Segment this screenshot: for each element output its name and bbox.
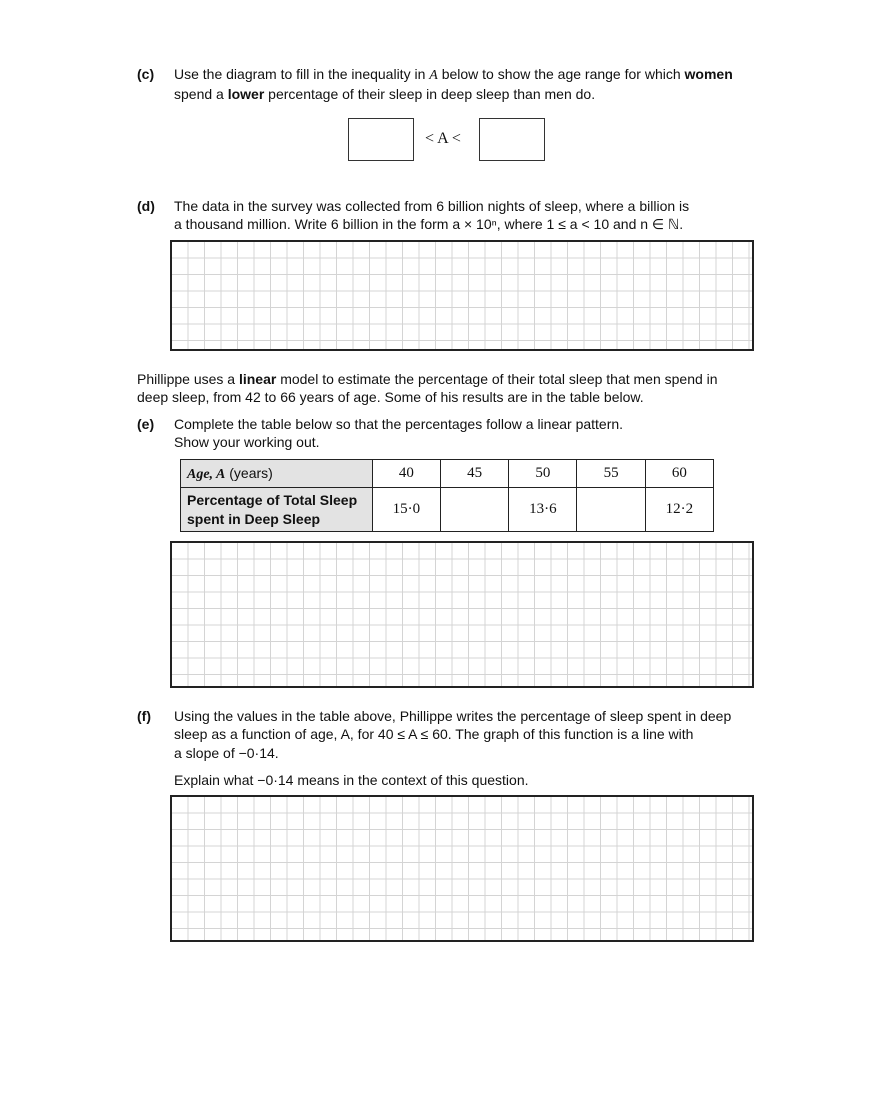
part-f-answer-grid[interactable] — [170, 795, 754, 942]
part-c-label: (c) — [137, 66, 155, 82]
part-f-question-line3: a slope of −0·14. — [174, 745, 279, 761]
part-f-label: (f) — [137, 708, 151, 724]
percentage-cell: 13·6 — [509, 488, 577, 532]
percentage-cell: 15·0 — [372, 488, 440, 532]
part-e-label: (e) — [137, 416, 155, 432]
part-d-question-line2: a thousand million. Write 6 billion in the form a × 10ⁿ, where 1 ≤ a < 10 and n ∈ ℕ. — [174, 216, 684, 232]
percentage-answer-cell[interactable] — [577, 488, 645, 532]
age-row-header: Age, A (years) — [181, 460, 373, 488]
percentage-cell: 12·2 — [645, 488, 713, 532]
part-c-question-line2: spend a lower percentage of their sleep in deep sleep than men do. — [174, 86, 596, 102]
age-percentage-table — [180, 459, 714, 532]
lower-bound-answer-box[interactable] — [348, 118, 414, 161]
upper-bound-answer-box[interactable] — [479, 118, 545, 161]
age-cell: 40 — [372, 460, 440, 488]
percentage-answer-cell[interactable] — [440, 488, 508, 532]
age-cell: 55 — [577, 460, 645, 488]
part-f-question-line1: Using the values in the table above, Phillippe writes the percentage of sleep spent in deep — [174, 708, 732, 724]
part-e-question-line2: Show your working out. — [174, 434, 320, 450]
part-e-working-grid[interactable] — [170, 541, 754, 688]
percentage-row-header: Percentage of Total Sleep spent in Deep Sleep — [181, 488, 373, 532]
age-row — [181, 460, 714, 488]
part-c-question-line1: Use the diagram to fill in the inequality in A below to show the age range for which women — [174, 66, 733, 83]
part-d-answer-grid[interactable] — [170, 240, 754, 351]
percentage-row — [181, 488, 714, 532]
inequality-symbol: < A < — [425, 130, 461, 147]
age-cell: 50 — [509, 460, 577, 488]
intro-line2: deep sleep, from 42 to 66 years of age. Some of his results are in the table below. — [137, 389, 644, 405]
part-d-question-line1: The data in the survey was collected from 6 billion nights of sleep, where a billion is — [174, 198, 690, 214]
age-cell: 45 — [440, 460, 508, 488]
part-d-label: (d) — [137, 198, 155, 214]
age-cell: 60 — [645, 460, 713, 488]
part-f-question-line2: sleep as a function of age, A, for 40 ≤ A ≤ 60. The graph of this function is a line with — [174, 726, 694, 742]
part-f-question-line4: Explain what −0·14 means in the context of this question. — [174, 772, 529, 788]
intro-line1: Phillippe uses a linear model to estimate the percentage of their total sleep that men spend in — [137, 371, 718, 387]
part-e-question-line1: Complete the table below so that the percentages follow a linear pattern. — [174, 416, 624, 432]
